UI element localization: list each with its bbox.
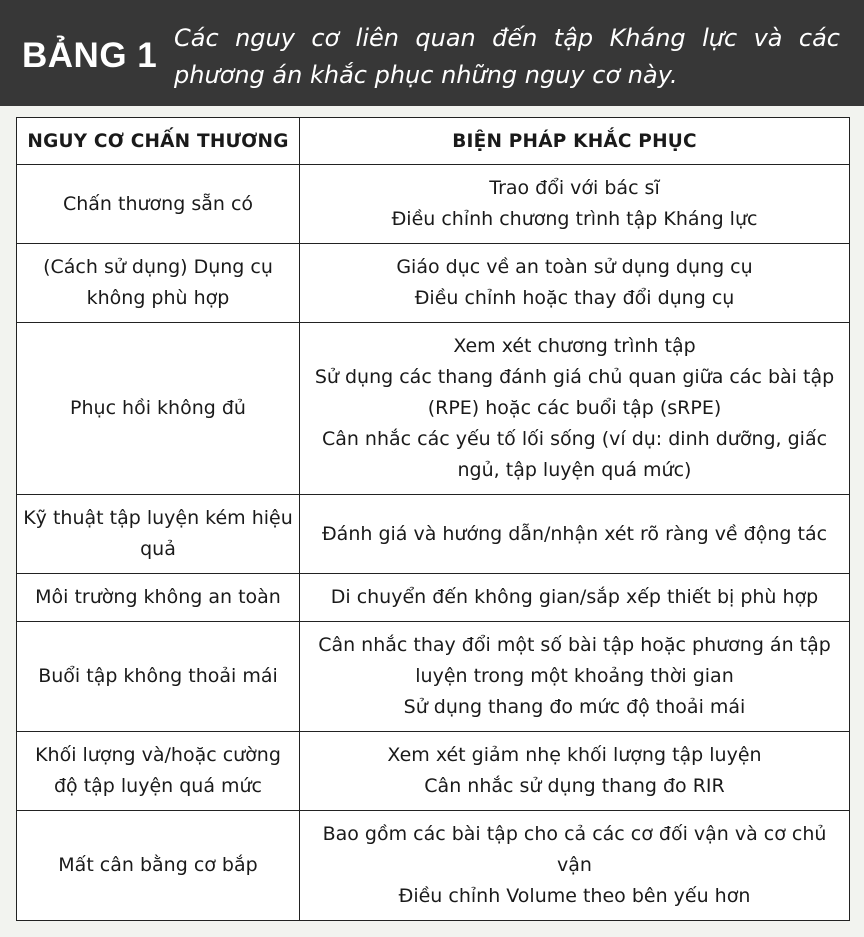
table-number-label: BẢNG 1 [22, 36, 158, 75]
column-header-risk: NGUY CƠ CHẤN THƯƠNG [17, 118, 300, 165]
risk-cell: Mất cân bằng cơ bắp [17, 811, 300, 921]
remedy-line: Giáo dục về an toàn sử dụng dụng cụ [396, 256, 753, 278]
remedy-line: Trao đổi với bác sĩ [489, 177, 660, 199]
remedy-cell [300, 732, 850, 811]
remedy-line: Điều chỉnh Volume theo bên yếu hơn [398, 885, 751, 907]
remedy-line: Di chuyển đến không gian/sắp xếp thiết bị phù hợp [330, 586, 819, 608]
remedy-line: Sử dụng các thang đánh giá chủ quan giữa các bài tập (RPE) hoặc các buổi tập (sRPE) [314, 366, 835, 419]
table-row [17, 244, 850, 323]
remedy-line: Bao gồm các bài tập cho cả các cơ đối vận và cơ chủ vận [322, 823, 827, 876]
remedy-cell [300, 165, 850, 244]
remedy-line: Đánh giá và hướng dẫn/nhận xét rõ ràng về động tác [321, 522, 828, 545]
table-caption: Các nguy cơ liên quan đến tập Kháng lực và các phương án khắc phục những nguy cơ này. [174, 24, 840, 89]
remedy-line: Cân nhắc các yếu tố lối sống (ví dụ: dinh dưỡng, giấc ngủ, tập luyện quá mức) [321, 428, 828, 481]
table-header-row [17, 118, 850, 165]
remedy-line: Sử dụng thang đo mức độ thoải mái [403, 696, 746, 718]
risk-remedy-table-container [16, 117, 850, 921]
risk-cell: Chấn thương sẵn có [17, 165, 300, 244]
table-row [17, 323, 850, 495]
remedy-cell [300, 323, 850, 495]
risk-cell: Môi trường không an toàn [17, 574, 300, 622]
table-row [17, 732, 850, 811]
table-row [17, 495, 850, 574]
remedy-cell [300, 622, 850, 732]
remedy-cell [300, 574, 850, 622]
risk-cell: Buổi tập không thoải mái [17, 622, 300, 732]
table-row [17, 165, 850, 244]
remedy-line: Điều chỉnh chương trình tập Kháng lực [391, 208, 758, 230]
remedy-line: Xem xét chương trình tập [453, 335, 696, 357]
table-row [17, 574, 850, 622]
risk-remedy-table [16, 117, 850, 921]
risk-cell: Kỹ thuật tập luyện kém hiệu quả [17, 495, 300, 574]
remedy-cell [300, 495, 850, 574]
table-row [17, 622, 850, 732]
risk-cell: Khối lượng và/hoặc cường độ tập luyện quá mức [17, 732, 300, 811]
risk-cell: (Cách sử dụng) Dụng cụ không phù hợp [17, 244, 300, 323]
remedy-line: Xem xét giảm nhẹ khối lượng tập luyện [387, 744, 762, 766]
column-header-remedy: BIỆN PHÁP KHẮC PHỤC [300, 118, 850, 165]
risk-cell: Phục hồi không đủ [17, 323, 300, 495]
remedy-cell [300, 244, 850, 323]
table-row [17, 811, 850, 921]
remedy-line: Điều chỉnh hoặc thay đổi dụng cụ [414, 287, 735, 309]
table-header-banner [0, 0, 864, 106]
remedy-line: Cân nhắc sử dụng thang đo RIR [424, 775, 725, 797]
remedy-line: Cân nhắc thay đổi một số bài tập hoặc phương án tập luyện trong một khoảng thời gian [318, 634, 831, 687]
remedy-cell [300, 811, 850, 921]
